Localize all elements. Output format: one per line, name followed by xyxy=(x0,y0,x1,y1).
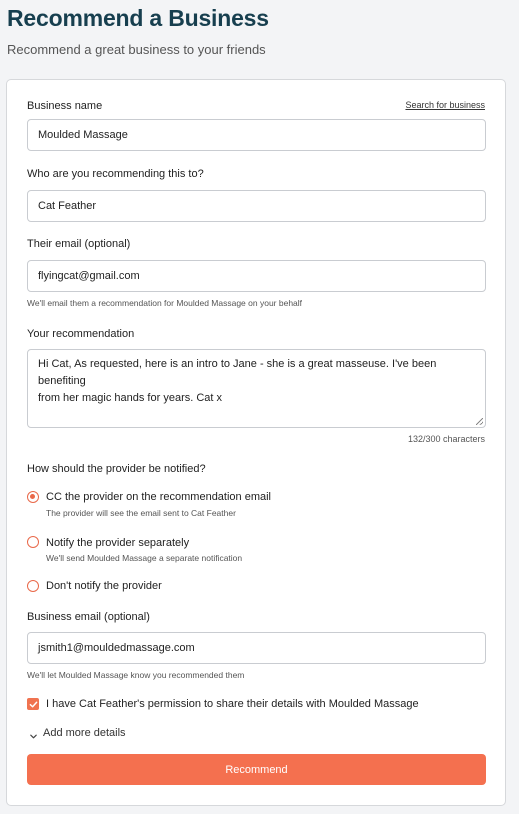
email-input[interactable] xyxy=(27,260,486,292)
radio-dont-notify[interactable] xyxy=(27,580,39,592)
business-name-label: Business name xyxy=(27,100,103,112)
recommendation-line-2: from her magic hands for years. Cat x xyxy=(38,392,223,404)
add-more-details-link[interactable]: Add more details xyxy=(43,727,126,739)
check-icon xyxy=(29,700,38,709)
recipient-value: Cat Feather xyxy=(38,200,97,212)
business-email-label: Business email (optional) xyxy=(27,611,150,623)
radio-notify-separately[interactable] xyxy=(27,536,39,548)
recipient-input[interactable] xyxy=(27,190,486,222)
email-helper-text: We'll email them a recommendation for Moulded Massage on your behalf xyxy=(27,298,303,308)
email-value: flyingcat@gmail.com xyxy=(38,270,140,282)
recommendation-line-1: Hi Cat, As requested, here is an intro to Jane - she is a great masseuse. I've been benefiting xyxy=(38,358,437,387)
permission-checkbox[interactable] xyxy=(27,698,39,710)
radio-notify-separately-help: We'll send Moulded Massage a separate notification xyxy=(46,553,243,563)
business-email-helper: We'll let Moulded Massage know you recommended them xyxy=(27,670,245,680)
radio-notify-separately-label[interactable]: Notify the provider separately xyxy=(46,537,190,549)
notify-label: How should the provider be notified? xyxy=(27,463,206,475)
radio-cc-provider[interactable] xyxy=(27,491,39,503)
resize-handle-icon[interactable] xyxy=(476,418,483,425)
chevron-down-icon[interactable] xyxy=(29,728,38,746)
recommendation-textarea[interactable] xyxy=(27,349,486,428)
recommend-form-card xyxy=(6,79,506,806)
business-email-value: jsmith1@mouldedmassage.com xyxy=(38,642,195,654)
recommendation-label: Your recommendation xyxy=(27,328,135,340)
search-business-link[interactable]: Search for business xyxy=(405,100,485,110)
recipient-label: Who are you recommending this to? xyxy=(27,168,204,180)
radio-cc-provider-label[interactable]: CC the provider on the recommendation email xyxy=(46,491,272,503)
radio-dont-notify-label[interactable]: Don't notify the provider xyxy=(46,580,162,592)
page-title: Recommend a Business xyxy=(7,5,269,31)
recommend-button[interactable]: Recommend xyxy=(27,754,486,785)
business-name-value: Moulded Massage xyxy=(38,129,128,141)
radio-cc-provider-help: The provider will see the email sent to Cat Feather xyxy=(46,508,236,518)
business-name-input[interactable] xyxy=(27,119,486,151)
page-subtitle: Recommend a great business to your friends xyxy=(7,42,266,57)
email-label: Their email (optional) xyxy=(27,238,131,250)
permission-label[interactable]: I have Cat Feather's permission to share their details with Moulded Massage xyxy=(46,698,419,710)
business-email-input[interactable] xyxy=(27,632,486,664)
character-counter: 132/300 characters xyxy=(407,434,485,444)
